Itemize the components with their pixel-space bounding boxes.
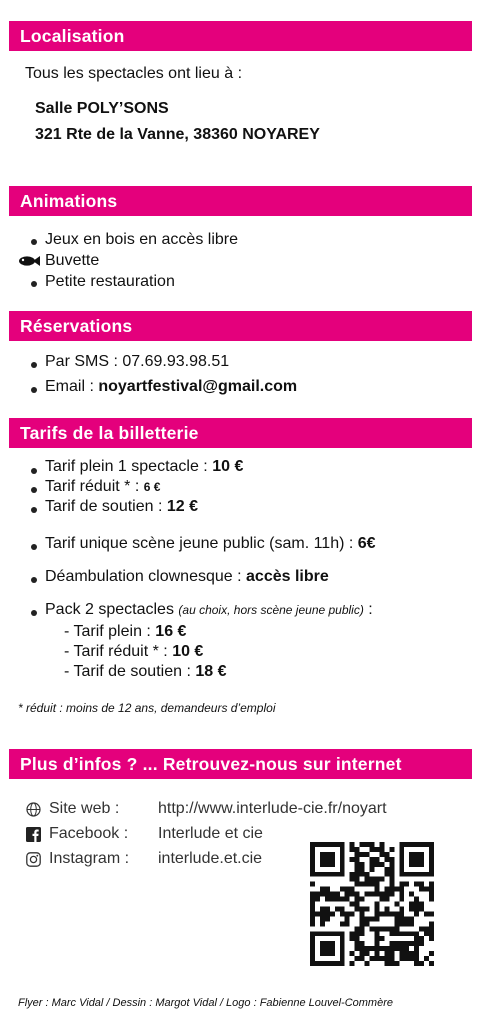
animation-item-3: Petite restauration <box>45 273 175 290</box>
footnote: * réduit : moins de 12 ans, demandeurs d’emploi <box>18 701 276 715</box>
facebook-link[interactable]: Interlude et cie <box>158 825 263 842</box>
pack-plein: - Tarif plein : 16 € <box>64 623 187 640</box>
reservation-sms: Par SMS : 07.69.93.98.51 <box>45 353 230 370</box>
globe-icon <box>26 802 41 817</box>
localisation-intro: Tous les spectacles ont lieu à : <box>25 65 243 82</box>
pack-reduit: - Tarif réduit * : 10 € <box>64 643 204 660</box>
instagram-label: Instagram : <box>49 850 130 867</box>
venue-name: Salle POLY’SONS <box>35 100 169 117</box>
bullet <box>31 544 37 550</box>
bullet <box>31 468 37 474</box>
qr-code[interactable] <box>310 842 434 966</box>
section-header-tarifs: Tarifs de la billetterie <box>9 418 472 448</box>
section-header-reservations: Réservations <box>9 311 472 341</box>
website-label: Site web : <box>49 800 120 817</box>
bullet <box>31 610 37 616</box>
tarif-deambulation: Déambulation clownesque : accès libre <box>45 568 329 585</box>
website-link[interactable]: http://www.interlude-cie.fr/noyart <box>158 800 387 817</box>
instagram-link[interactable]: interlude.et.cie <box>158 850 263 867</box>
tarif-pack: Pack 2 spectacles (au choix, hors scène jeune public) : <box>45 601 373 618</box>
venue-address: 321 Rte de la Vanne, 38360 NOYAREY <box>35 126 320 143</box>
section-header-animations: Animations <box>9 186 472 216</box>
animation-item-2: Buvette <box>45 252 100 269</box>
bullet <box>31 281 37 287</box>
section-header-localisation: Localisation <box>9 21 472 51</box>
tarif-plein: Tarif plein 1 spectacle : 10 € <box>45 458 244 475</box>
bullet <box>31 239 37 245</box>
bullet <box>31 362 37 368</box>
tarif-jeune-public: Tarif unique scène jeune public (sam. 11h) : 6€ <box>45 535 376 552</box>
bullet <box>31 387 37 393</box>
bullet <box>31 577 37 583</box>
bullet <box>31 507 37 513</box>
tarif-soutien: Tarif de soutien : 12 € <box>45 498 198 515</box>
instagram-icon <box>26 852 41 867</box>
tarif-reduit: Tarif réduit * : 6 € <box>45 478 161 495</box>
bullet <box>31 487 37 493</box>
facebook-icon <box>26 827 41 842</box>
animation-item-1: Jeux en bois en accès libre <box>45 231 238 248</box>
email-link[interactable]: noyartfestival@gmail.com <box>98 378 298 395</box>
facebook-label: Facebook : <box>49 825 129 842</box>
pack-soutien: - Tarif de soutien : 18 € <box>64 663 227 680</box>
fish-icon <box>18 255 40 267</box>
reservation-email: Email : noyartfestival@gmail.com <box>45 378 298 395</box>
credits: Flyer : Marc Vidal / Dessin : Margot Vidal / Logo : Fabienne Louvel-Commère <box>18 997 393 1009</box>
section-header-infos: Plus d’infos ? ... Retrouvez-nous sur internet <box>9 749 472 779</box>
